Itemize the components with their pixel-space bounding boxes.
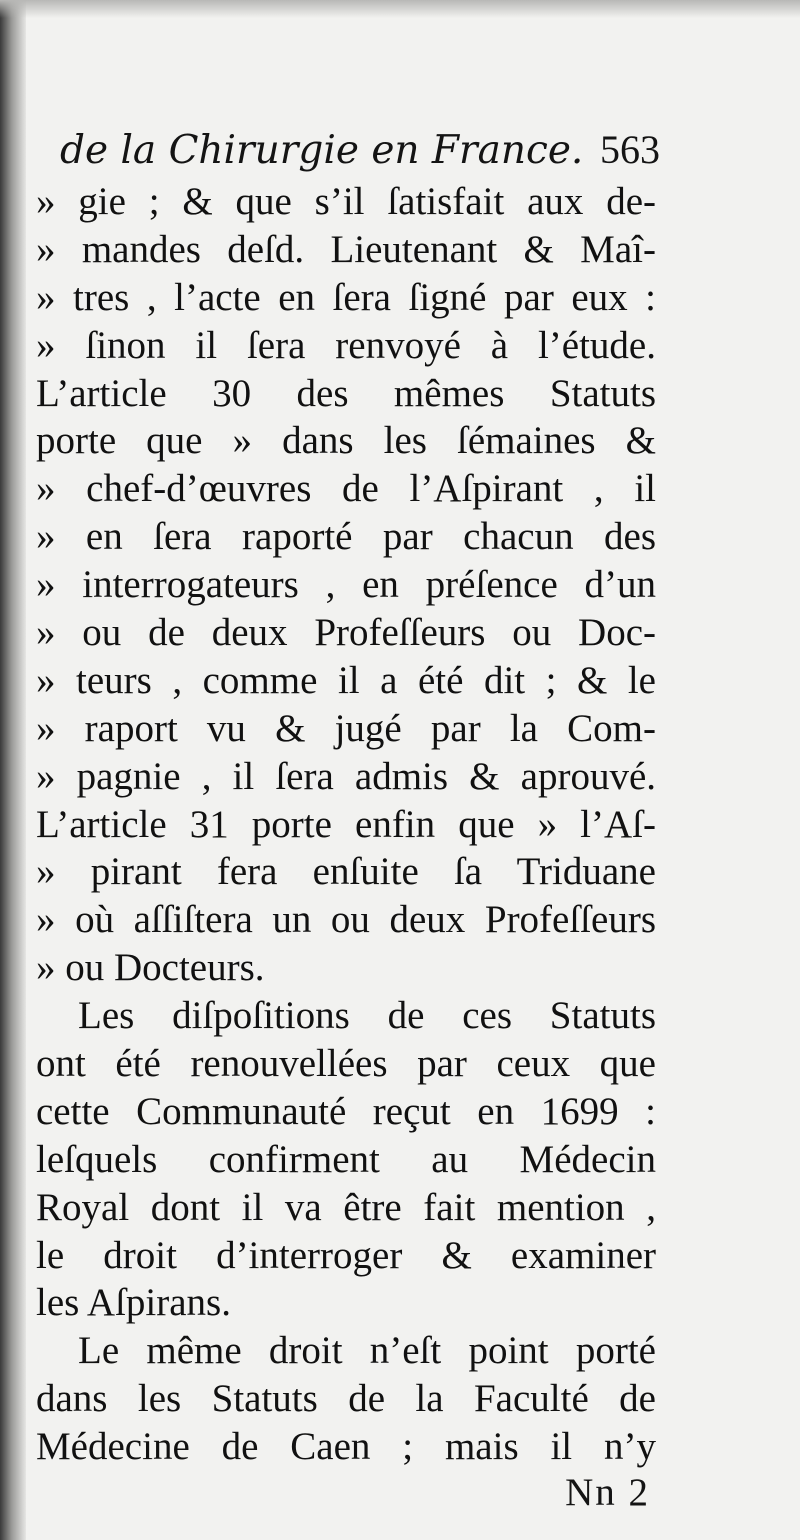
text-line: » tres , l’acte en ſera ſigné par eux : <box>36 275 656 319</box>
running-head-title: de la Chirurgie en France. <box>60 128 584 173</box>
signature-mark: Nn 2 <box>565 1471 650 1514</box>
running-head <box>60 128 660 178</box>
text-line: Royal dont il va être fait mention , <box>36 1185 656 1229</box>
text-line: ont été renouvellées par ceux que <box>36 1042 656 1086</box>
text-line: » ou de deux Profeſſeurs ou Doc- <box>36 611 656 655</box>
text-line: porte que » dans les ſémaines & <box>36 419 656 463</box>
text-line: Médecine de Caen ; mais il n’y <box>36 1425 656 1469</box>
body-text <box>36 178 656 1471</box>
text-line: leſquels confirment au Médecin <box>36 1137 656 1181</box>
text-line: » chef-d’œuvres de l’Aſpirant , il <box>36 467 656 511</box>
text-line: » interrogateurs , en préſence d’un <box>36 563 656 607</box>
text-line: » teurs , comme il a été dit ; & le <box>36 658 656 702</box>
text-line: » ou Docteurs. <box>36 946 265 990</box>
text-line: Les diſpoſitions de ces Statuts <box>78 994 656 1038</box>
text-line: le droit d’interroger & examiner <box>36 1233 656 1277</box>
text-line: » ſinon il ſera renvoyé à l’étude. <box>36 323 656 367</box>
text-line: » mandes deſd. Lieutenant & Maî- <box>36 227 656 271</box>
text-line: Le même droit n’eſt point porté <box>78 1329 656 1373</box>
text-line: » où aſſiſtera un ou deux Profeſſeurs <box>36 898 656 942</box>
text-line: L’article 31 porte enfin que » l’Aſ- <box>36 802 656 846</box>
text-line: L’article 30 des mêmes Statuts <box>36 371 656 415</box>
text-line: » en ſera raporté par chacun des <box>36 515 656 559</box>
text-line: » pagnie , il ſera admis & aprouvé. <box>36 754 656 798</box>
page-number: 563 <box>600 127 660 172</box>
text-line: » gie ; & que s’il ſatisfait aux de- <box>36 180 656 223</box>
text-line: cette Communauté reçut en 1699 : <box>36 1089 656 1133</box>
text-line: » pirant fera enſuite ſa Triduane <box>36 850 656 894</box>
text-line: les Aſpirans. <box>36 1281 231 1325</box>
text-line: dans les Statuts de la Faculté de <box>36 1377 656 1421</box>
text-line: » raport vu & jugé par la Com- <box>36 706 656 750</box>
